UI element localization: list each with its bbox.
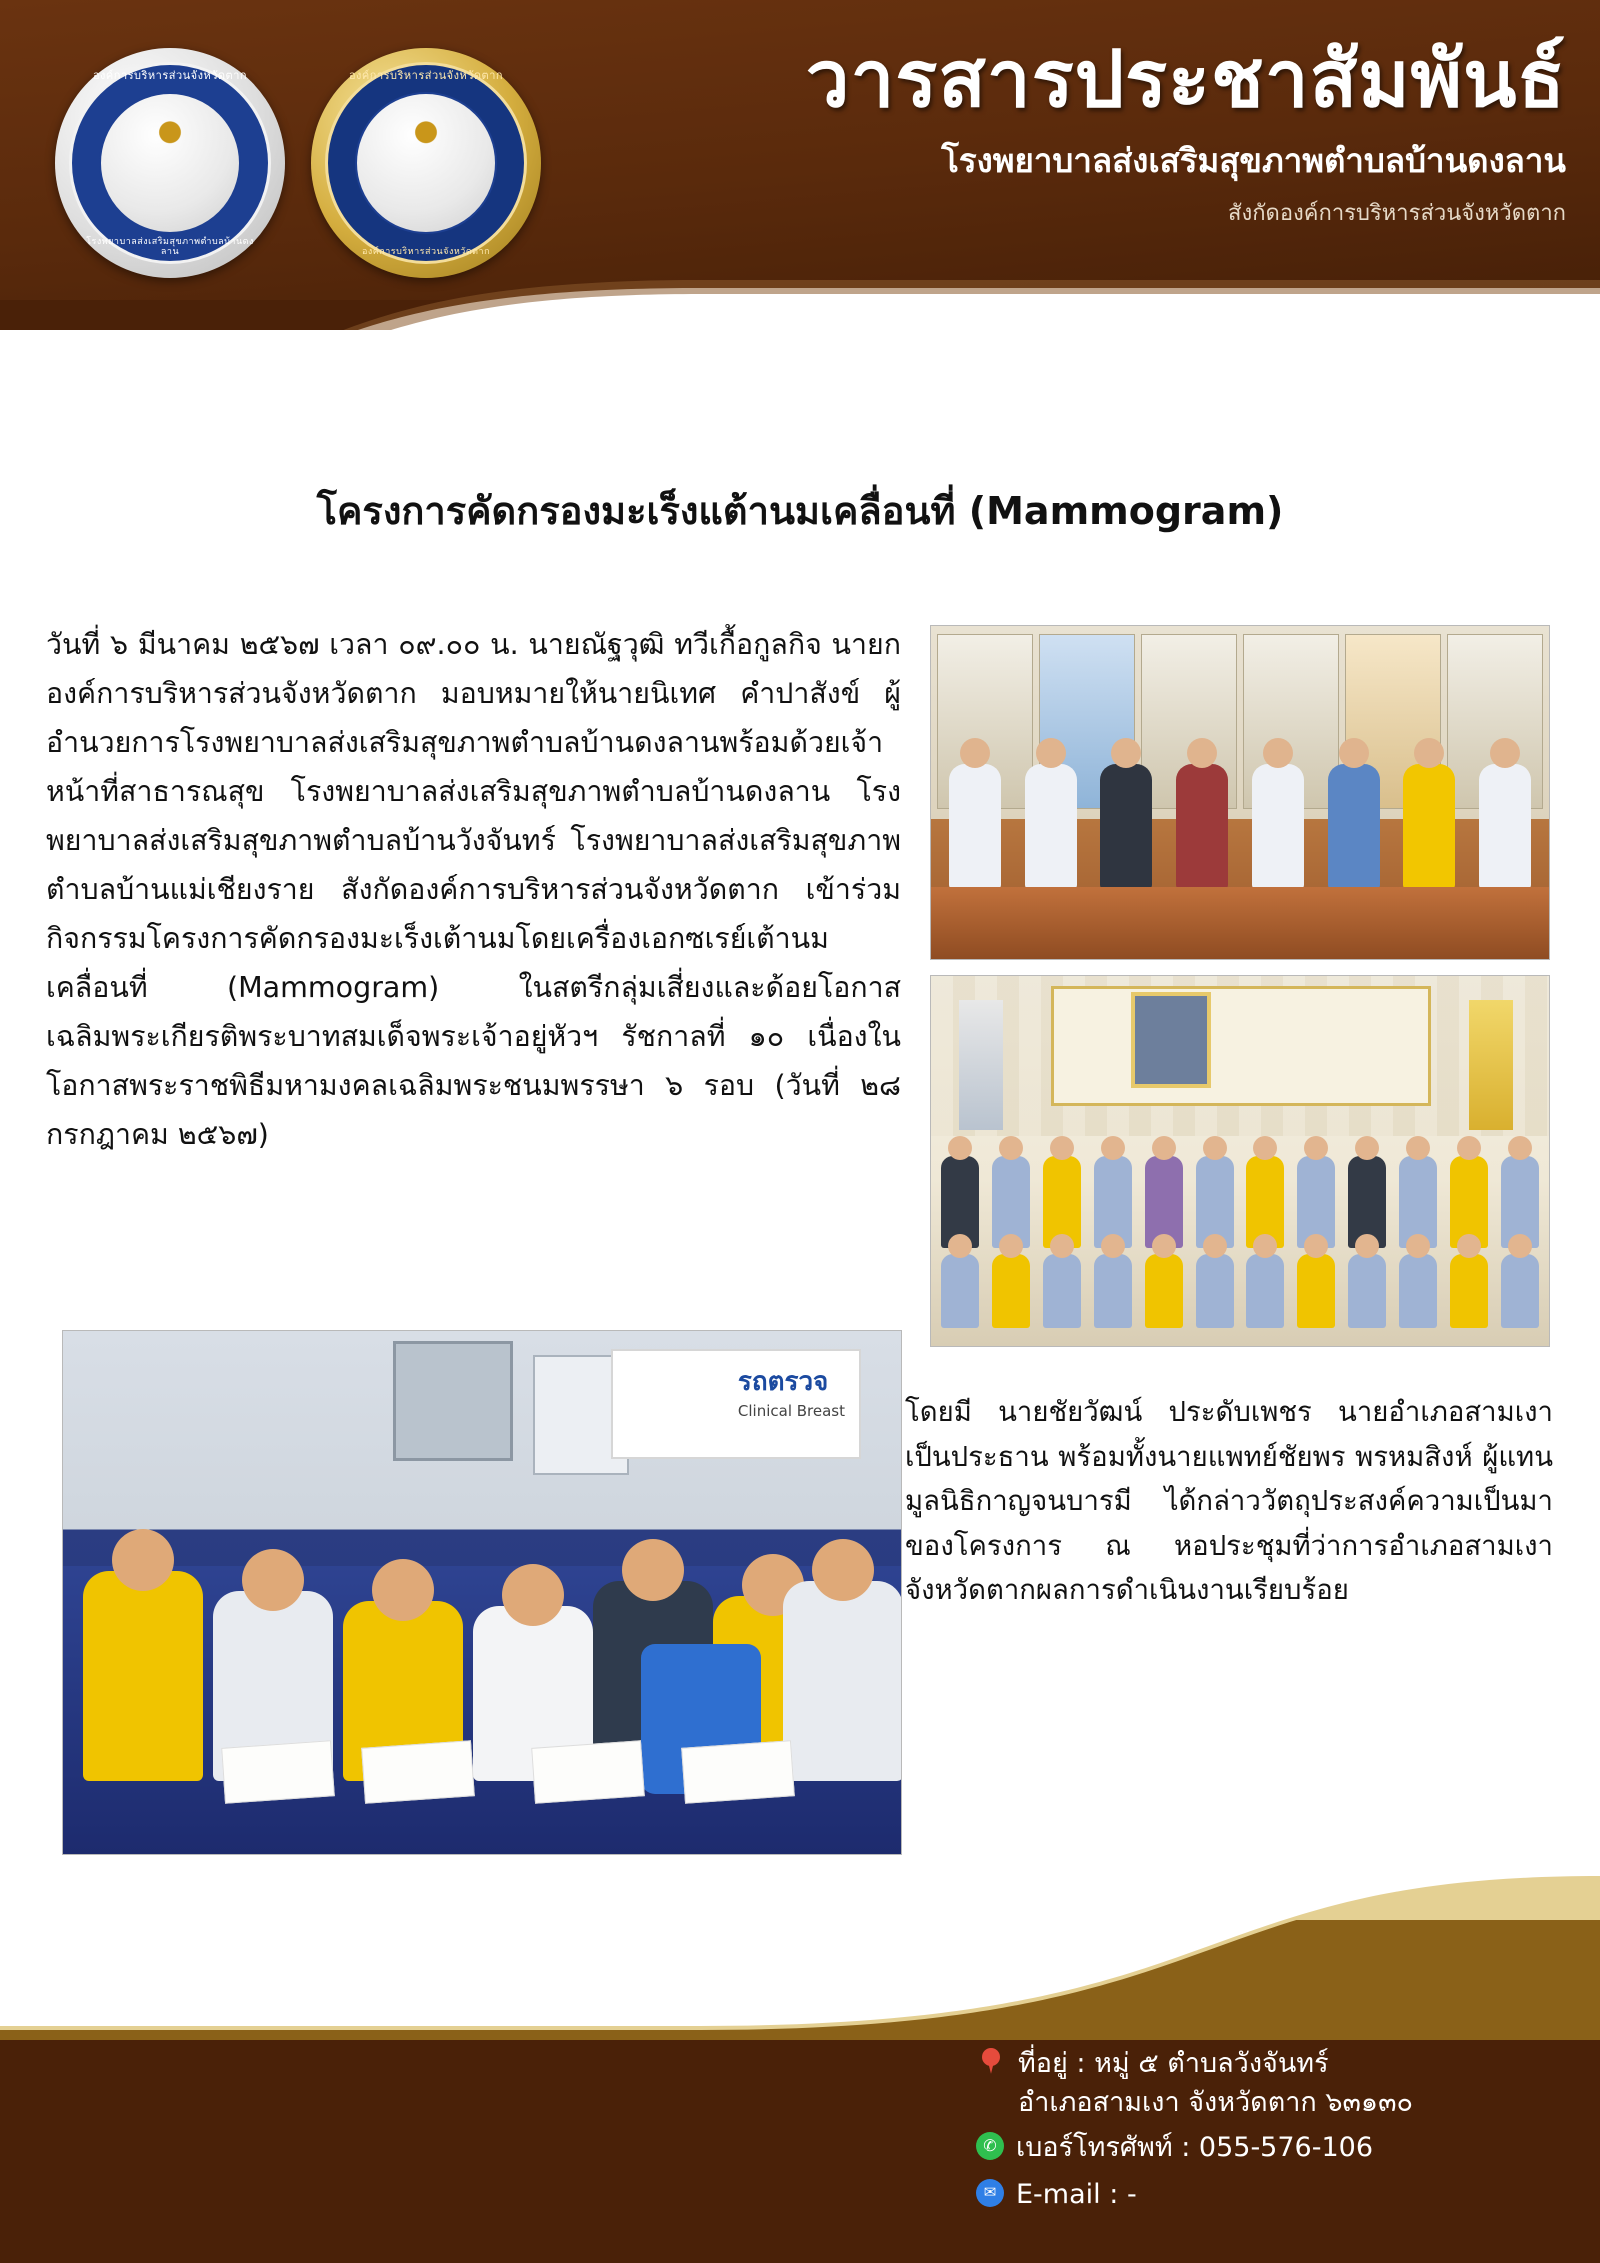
phone-icon: ✆: [976, 2132, 1004, 2160]
contact-phone[interactable]: [976, 2128, 1536, 2169]
article-lead-paragraph: วันที่ ๖ มีนาคม ๒๕๖๗ เวลา ๐๙.๐๐ น. นายณัฐวุฒิ ทวีเกื้อกูลกิจ นายกองค์การบริหารส่วนจังหวัดตาก มอบหมายให้นายนิเทศ คำปาสังข์ ผู้อำนวยการโรงพยาบาลส่งเสริมสุขภาพตำบลบ้านดงลานพร้อมด้วยเจ้าหน้าที่สาธารณสุข โรงพยาบาลส่งเสริมสุขภาพตำบลบ้านดงลาน โรงพยาบาลส่งเสริมสุขภาพตำบลบ้านวังจันทร์ โรงพยาบาลส่งเสริมสุขภาพตำบลบ้านแม่เชียงราย สังกัดองค์การบริหารส่วนจังหวัดตาก เข้าร่วมกิจกรรมโครงการคัดกรองมะเร็งเต้านมโดยเครื่องเอกซเรย์เต้านมเคลื่อนที่ (Mammogram) ในสตรีกลุ่มเสี่ยงและด้อยโอกาสเฉลิมพระเกียรติพระบาทสมเด็จพระเจ้าอยู่หัวฯ รัชกาลที่ ๑๐ เนื่องในโอกาสพระราชพิธีมหามงคลเฉลิมพระชนมพรรษา ๖ รอบ (วันที่ ๒๘ กรกฎาคม ๒๕๖๗): [46, 628, 901, 1152]
organization-name: โรงพยาบาลส่งเสริมสุขภาพตำบลบ้านดงลาน: [941, 140, 1566, 180]
address-line-2: อำเภอสามเงา จังหวัดตาก ๖๓๑๓๐: [1018, 2086, 1414, 2118]
location-pin-icon: [976, 2048, 1006, 2078]
masthead: [805, 35, 1566, 230]
address-line-1: หมู่ ๕ ตำบลวังจันทร์: [1094, 2047, 1329, 2079]
seal-left-bottom-text: โรงพยาบาลส่งเสริมสุขภาพตำบลบ้านดงลาน: [86, 237, 254, 258]
email-value[interactable]: -: [1126, 2178, 1137, 2210]
publication-title: วารสารประชาสัมพันธ์: [805, 35, 1566, 125]
provincial-seal-icon: [55, 48, 285, 278]
seal-right-top-text: องค์การบริหารส่วนจังหวัดตาก: [348, 69, 504, 82]
mobile-unit-label: รถตรวจ: [737, 1367, 829, 1397]
photo-group-exhibition: [930, 625, 1550, 960]
organization-affiliation: สังกัดองค์การบริหารส่วนจังหวัดตาก: [1228, 200, 1566, 226]
photo-screening-session: [62, 1330, 902, 1855]
photo-group-hall: [930, 975, 1550, 1347]
seal-right-bottom-text: องค์การบริหารส่วนจังหวัดตาก: [361, 247, 491, 258]
email-label: E-mail :: [1016, 2178, 1119, 2210]
address-label: ที่อยู่ :: [1018, 2047, 1086, 2079]
contact-address: [976, 2044, 1536, 2122]
phone-value[interactable]: 055-576-106: [1198, 2132, 1373, 2163]
article-second-paragraph: โดยมี นายชัยวัฒน์ ประดับเพชร นายอำเภอสามเงา เป็นประธาน พร้อมทั้งนายแพทย์ชัยพร พรหมสิงห์ ผู้แทนมูลนิธิกาญจนบารมี ได้กล่าววัตถุประสงค์ความเป็นมาของโครงการ ณ หอประชุมที่ว่าการอำเภอสามเงา จังหวัดตากผลการดำเนินงานเรียบร้อย: [905, 1396, 1553, 1607]
mobile-unit-sublabel: Clinical Breast: [737, 1402, 845, 1420]
page-footer: [0, 1843, 1600, 2263]
article-title: โครงการคัดกรองมะเร็งแต้านมเคลื่อนที่ (Mammogram): [316, 489, 1284, 533]
phone-label: เบอร์โทรศัพท์ :: [1016, 2132, 1191, 2163]
contact-block: [976, 2044, 1536, 2221]
provincial-seal-gold-icon: [311, 48, 541, 278]
logo-group: [55, 48, 541, 278]
email-icon: ✉: [976, 2179, 1004, 2207]
contact-email[interactable]: [976, 2175, 1536, 2216]
seal-left-top-text: องค์การบริหารส่วนจังหวัดตาก: [92, 69, 248, 82]
